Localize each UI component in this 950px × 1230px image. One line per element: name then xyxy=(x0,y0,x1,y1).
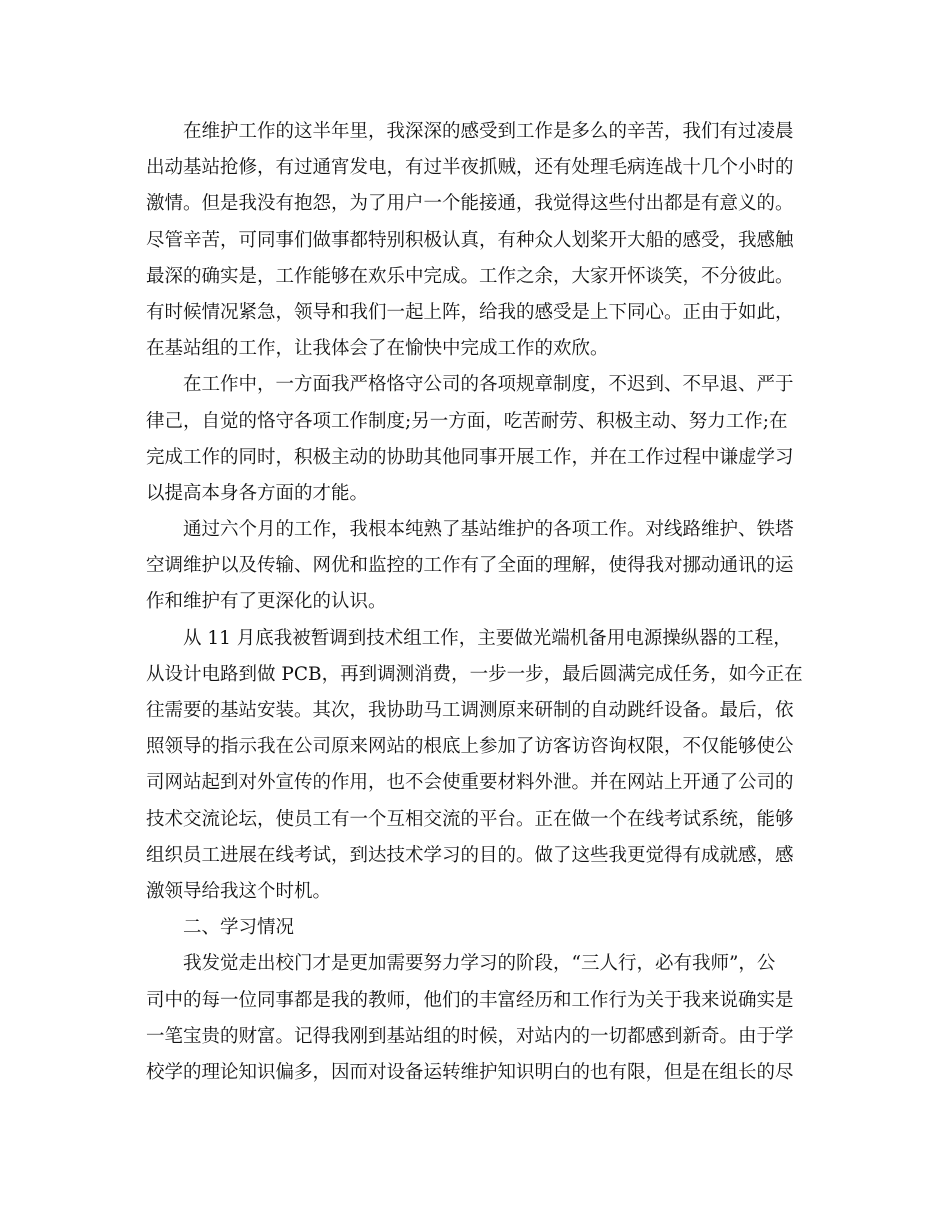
text-line: 从 11 月底我被暂调到技术组工作，主要做光端机备用电源操纵器的工程， xyxy=(183,627,792,649)
text-line: 激领导给我这个时机。 xyxy=(146,880,332,902)
text-line: 律己，自觉的恪守各项工作制度;另一方面，吃苦耐劳、积极主动、努力工作;在 xyxy=(146,410,788,432)
body-text xyxy=(146,114,803,1091)
text-line: 空调维护以及传输、网优和监控的工作有了全面的理解，使得我对挪动通讯的运 xyxy=(146,555,794,577)
text-line: 激情。但是我没有抱怨，为了用户一个能接通，我觉得这些付出都是有意义的。 xyxy=(146,193,794,215)
text-line: 从设计电路到做 PCB，再到调测消费，一步一步，最后圆满完成任务，如今正在 xyxy=(146,663,803,685)
text-line: 尽管辛苦，可同事们做事都特别积极认真，有种众人划桨开大船的感受，我感触 xyxy=(146,229,794,251)
text-line: 在工作中，一方面我严格恪守公司的各项规章制度，不迟到、不早退、严于 xyxy=(183,374,794,396)
text-line: 出动基站抢修，有过通宵发电，有过半夜抓贼，还有处理毛病连战十几个小时的 xyxy=(146,157,794,179)
text-line: 技术交流论坛，使员工有一个互相交流的平台。正在做一个在线考试系统，能够 xyxy=(146,808,794,830)
text-line: 作和维护有了更深化的认识。 xyxy=(146,591,387,613)
text-line: 在维护工作的这半年里，我深深的感受到工作是多么的辛苦，我们有过凌晨 xyxy=(183,121,794,142)
text-line: 我发觉走出校门才是更加需要努力学习的阶段，“三人行，必有我师”，公 xyxy=(183,953,776,975)
text-line: 在基站组的工作，让我体会了在愉快中完成工作的欢欣。 xyxy=(146,338,609,360)
text-line: 往需要的基站安装。其次，我协助马工调测原来研制的自动跳纤设备。最后，依 xyxy=(146,700,794,721)
text-line: 通过六个月的工作，我根本纯熟了基站维护的各项工作。对线路维护、铁塔 xyxy=(183,519,794,541)
text-line: 一笔宝贵的财富。记得我刚到基站组的时候，对站内的一切都感到新奇。由于学 xyxy=(146,1025,794,1047)
text-line: 最深的确实是，工作能够在欢乐中完成。工作之余，大家开怀谈笑，不分彼此。 xyxy=(146,265,794,287)
text-line: 司网站起到对外宣传的作用，也不会使重要材料外泄。并在网站上开通了公司的 xyxy=(146,772,794,794)
text-line: 司中的每一位同事都是我的教师，他们的丰富经历和工作行为关于我来说确实是 xyxy=(146,989,794,1011)
text-line: 组织员工进展在线考试，到达技术学习的目的。做了这些我更觉得有成就感，感 xyxy=(146,844,794,866)
text-line: 完成工作的同时，积极主动的协助其他同事开展工作，并在工作过程中谦虚学习 xyxy=(146,446,794,468)
text-line: 照领导的指示我在公司原来网站的根底上参加了访客访咨询权限，不仅能够使公 xyxy=(146,736,794,758)
text-line: 有时候情况紧急，领导和我们一起上阵，给我的感受是上下同心。正由于如此， xyxy=(146,301,794,323)
text-line: 以提高本身各方面的才能。 xyxy=(146,482,369,504)
text-line: 校学的理论知识偏多，因而对设备运转维护知识明白的也有限，但是在组长的尽 xyxy=(146,1061,794,1083)
text-line: 二、学习情况 xyxy=(183,917,295,939)
